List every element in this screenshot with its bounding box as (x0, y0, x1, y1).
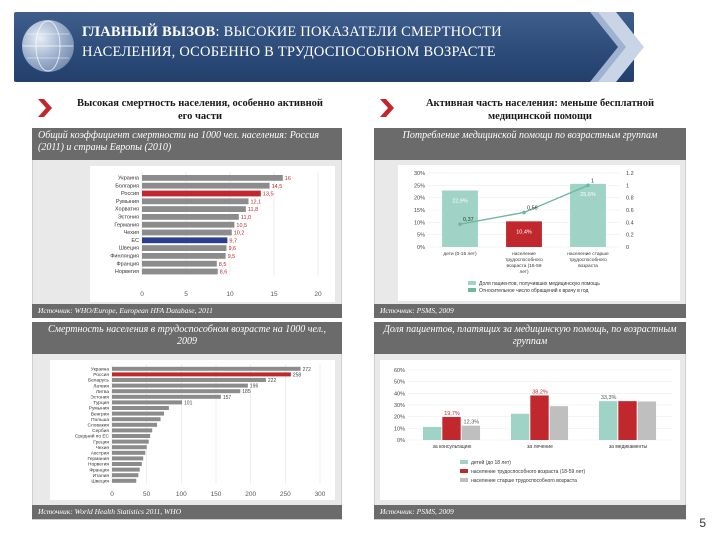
category-label: Средний по ЕС (74, 434, 109, 440)
legend-label: население трудоспособного возраста (18-59 лет) (471, 469, 586, 475)
bar-value-label: 157 (222, 394, 232, 401)
paying-patients-chart (380, 360, 680, 500)
care-consumption-title: Потребление медицинской помощи по возрастным группам (374, 128, 686, 160)
paying-patients-title: Доля пациентов, платящих за медицинскую помощь, по возрастным группам (374, 322, 686, 354)
red-chevron-icon (380, 99, 394, 117)
right-section-heading: Активная часть населения: меньше бесплатной медицинской помощи (425, 98, 655, 122)
y-tick-label: 0% (397, 438, 405, 444)
title-line2: НАСЕЛЕНИЯ, ОСОБЕННО В ТРУДОСПОСОБНОМ ВОЗРАСТЕ (82, 44, 496, 60)
y-tick-label: 20% (413, 195, 425, 202)
paying-patients-source: Источник: PSMS, 2009 (374, 505, 686, 519)
category-label: за лечение (527, 444, 553, 450)
bar (112, 445, 147, 449)
bar-value-label: 11,0 (240, 215, 252, 221)
bar-value-label: 9,5 (227, 254, 236, 260)
bar (112, 440, 149, 444)
bar (142, 214, 239, 220)
category-label: Беларусь (88, 378, 109, 384)
x-tick-label: 300 (314, 491, 326, 498)
y-tick-label: 40% (393, 391, 405, 398)
x-tick-label: 150 (210, 491, 222, 498)
x-tick-label: 200 (245, 491, 257, 498)
mortality-chart-area (90, 166, 335, 302)
working-age-panel-title: Смертность населения в трудоспособном возрасте на 1000 чел., 2009 (32, 322, 342, 354)
y-tick-label: 30% (413, 171, 425, 177)
care-consumption-chart (398, 165, 680, 301)
bar (142, 269, 218, 275)
x-tick-label: 0 (110, 491, 114, 498)
category-label: Италия (92, 473, 109, 479)
bar-value-label: 196 (249, 383, 259, 390)
y2-tick-label: 1.2 (626, 171, 634, 177)
line-value-label: 0,37 (463, 217, 474, 224)
bar (142, 175, 283, 181)
legend-label: Доля пациентов, получивших медицинскую помощь (479, 281, 600, 287)
category-label: Эстония (90, 395, 109, 401)
x-tick-label: 100 (175, 491, 187, 498)
bar (442, 417, 460, 440)
category-label: население (512, 252, 536, 257)
bar (112, 389, 240, 393)
category-label: Германия (114, 222, 139, 229)
legend-label: население старше трудоспособного возраста (471, 478, 577, 484)
bar (112, 473, 138, 477)
left-section-heading: Высокая смертность населения, особенно активной его части (77, 98, 323, 122)
y-tick-label: 15% (413, 208, 425, 214)
category-label: Болгария (115, 183, 139, 190)
bar (142, 245, 226, 251)
bar (142, 183, 270, 189)
bar-value-label: 14,5 (271, 183, 283, 190)
bar-value-label: 8,6 (219, 269, 228, 276)
y2-tick-label: 0.4 (626, 220, 634, 227)
bar (112, 479, 136, 483)
bar (112, 406, 169, 410)
legend-swatch (460, 478, 468, 482)
y2-tick-label: 0.6 (626, 208, 634, 214)
red-chevron-icon (38, 99, 52, 117)
bar-value-label: 9,7 (229, 238, 238, 245)
line-point (522, 211, 526, 215)
line-point (586, 184, 590, 188)
bar (112, 395, 221, 399)
category-label: Хорватия (114, 206, 139, 213)
bar (423, 427, 441, 440)
bar-value-label: 33,3% (600, 395, 617, 402)
care-consumption-chart-area (398, 165, 680, 301)
category-label: население старше (567, 252, 609, 257)
page-title (82, 22, 602, 62)
category-label: Норвегия (114, 269, 139, 276)
category-label: Турция (93, 401, 109, 407)
bar (112, 417, 161, 421)
bar (142, 237, 227, 243)
category-label: лет) (519, 270, 529, 275)
mortality-source: Источник: WHO/Europe, European HFA Database, 2011 (32, 304, 342, 318)
bar-value-label: 10,2 (233, 230, 245, 237)
legend-swatch (468, 281, 476, 285)
bar (550, 406, 568, 440)
bar-value-label: 222 (267, 378, 277, 384)
title-rest: : ВЫСОКИЕ ПОКАЗАТЕЛИ СМЕРТНОСТИ (215, 24, 502, 40)
category-label: Румыния (88, 406, 109, 412)
category-label: Швеция (91, 479, 109, 485)
bar (112, 378, 266, 382)
paying-patients-chart-area (380, 360, 680, 500)
bar-value-label: 272 (302, 366, 311, 373)
y2-tick-label: 1 (626, 183, 630, 190)
care-consumption-source: Источник: PSMS, 2009 (374, 304, 686, 318)
bar (112, 423, 157, 427)
bar (112, 372, 291, 376)
category-label: Украина (118, 175, 139, 182)
bar (142, 206, 246, 212)
x-tick-label: 20 (314, 291, 322, 298)
category-label: Франция (89, 468, 109, 474)
category-label: трудоспособного (569, 258, 607, 263)
category-label: Россия (120, 191, 139, 198)
x-tick-label: 5 (184, 291, 188, 298)
working-age-bar-chart (50, 360, 335, 500)
category-label: Финляндия (110, 253, 139, 260)
y2-tick-label: 0.2 (626, 232, 634, 239)
bar-value-label: 101 (184, 400, 193, 407)
x-tick-label: 250 (279, 491, 291, 498)
bar-value-label: 258 (292, 372, 302, 379)
bar (511, 414, 529, 440)
y-tick-label: 10% (413, 220, 425, 227)
mortality-panel-title: Общий коэффициент смертности на 1000 чел. населения: Россия (2011) и страны Европы (2010) (32, 128, 342, 160)
bar (112, 468, 140, 472)
series-line (460, 185, 588, 224)
mortality-bar-chart (90, 166, 335, 302)
bar-value-label: 8,5 (218, 261, 227, 268)
y-tick-label: 30% (393, 403, 405, 409)
category-label: Польша (91, 417, 109, 423)
line-value-label: 1 (591, 178, 595, 185)
bar (112, 367, 301, 371)
category-label: за медикаменты (608, 444, 648, 450)
category-label: Латвия (93, 384, 109, 390)
category-label: Россия (93, 373, 109, 379)
bar (462, 426, 480, 440)
bar (599, 401, 617, 440)
bar (112, 428, 152, 432)
bar (112, 462, 142, 466)
bar (638, 402, 656, 441)
category-label: возраста (578, 264, 598, 269)
category-label: возраста (16-59 (506, 264, 542, 269)
category-label: за консультацию (432, 444, 472, 450)
bar-value-label: 16 (284, 176, 291, 182)
y-tick-label: 0% (417, 245, 425, 251)
category-label: Греция (93, 440, 109, 446)
legend-swatch (468, 288, 476, 292)
y2-tick-label: 0.8 (626, 195, 634, 202)
working-age-source: Источник: World Health Statistics 2011, WHO (32, 505, 342, 519)
bar (112, 434, 150, 438)
bar-value-label: 25,6% (580, 191, 596, 198)
globe-grid-icon (22, 20, 74, 72)
category-label: дети (0-15 лет) (443, 252, 477, 257)
bar-value-label: 38,2% (532, 389, 548, 396)
y-tick-label: 25% (413, 183, 425, 190)
category-label: Норвегия (88, 462, 109, 468)
title-bold: ГЛАВНЫЙ ВЫЗОВ (82, 24, 216, 40)
bar (112, 384, 248, 388)
bar (618, 401, 636, 440)
category-label: Австрия (90, 451, 109, 457)
legend-swatch (460, 469, 468, 473)
category-label: Чехия (95, 445, 109, 451)
bar-value-label: 9,6 (228, 246, 237, 253)
category-label: ЕС (131, 237, 139, 244)
bar (530, 395, 548, 440)
line-point (458, 222, 462, 226)
working-age-chart-area (50, 360, 335, 500)
y-tick-label: 20% (393, 414, 405, 421)
bar (142, 198, 248, 204)
x-tick-label: 10 (226, 291, 234, 298)
bar-value-label: 13,5 (262, 191, 274, 198)
category-label: Литва (95, 389, 109, 395)
bar-value-label: 12,1 (250, 199, 262, 206)
bar-value-label: 11,8 (247, 207, 259, 214)
y-tick-label: 5% (417, 232, 425, 239)
category-label: Сербия (92, 429, 109, 435)
bar-value-label: 19,7% (444, 411, 460, 418)
legend-swatch (460, 460, 468, 464)
bar (142, 261, 217, 267)
category-label: Эстония (117, 214, 139, 221)
legend-label: Относительное число обращений к врачу в год (479, 288, 589, 294)
category-label: Венгрия (90, 412, 109, 418)
bar (112, 451, 145, 455)
category-label: Франция (116, 261, 139, 268)
bar-value-label: 12,3% (463, 419, 480, 426)
y-tick-label: 10% (393, 426, 405, 433)
bar (112, 456, 143, 460)
bar (112, 400, 182, 404)
y2-tick-label: 0 (626, 245, 630, 251)
bar (142, 191, 261, 197)
category-label: Чехия (123, 230, 139, 237)
bar-value-label: 10,4% (516, 229, 532, 236)
bar (142, 230, 232, 236)
bar-value-label: 10,5 (236, 222, 248, 229)
x-tick-label: 50 (143, 491, 151, 498)
bar (112, 412, 164, 416)
category-label: Швеция (118, 245, 139, 252)
category-label: Словакия (87, 423, 109, 429)
legend-label: детей (до 18 лет) (471, 460, 511, 466)
bar (142, 253, 226, 259)
line-value-label: 0,56 (527, 205, 538, 212)
page-number: 5 (699, 516, 706, 530)
y-tick-label: 50% (393, 379, 405, 386)
category-label: Украина (90, 367, 109, 373)
bar (142, 222, 234, 228)
category-label: Германия (87, 457, 109, 463)
bar-value-label: 22,9% (452, 198, 468, 205)
x-tick-label: 15 (270, 291, 278, 298)
y-tick-label: 60% (393, 368, 405, 374)
x-tick-label: 0 (140, 291, 144, 298)
bar-value-label: 185 (242, 389, 251, 396)
category-label: Румыния (115, 198, 139, 205)
category-label: трудоспособного (505, 258, 543, 263)
